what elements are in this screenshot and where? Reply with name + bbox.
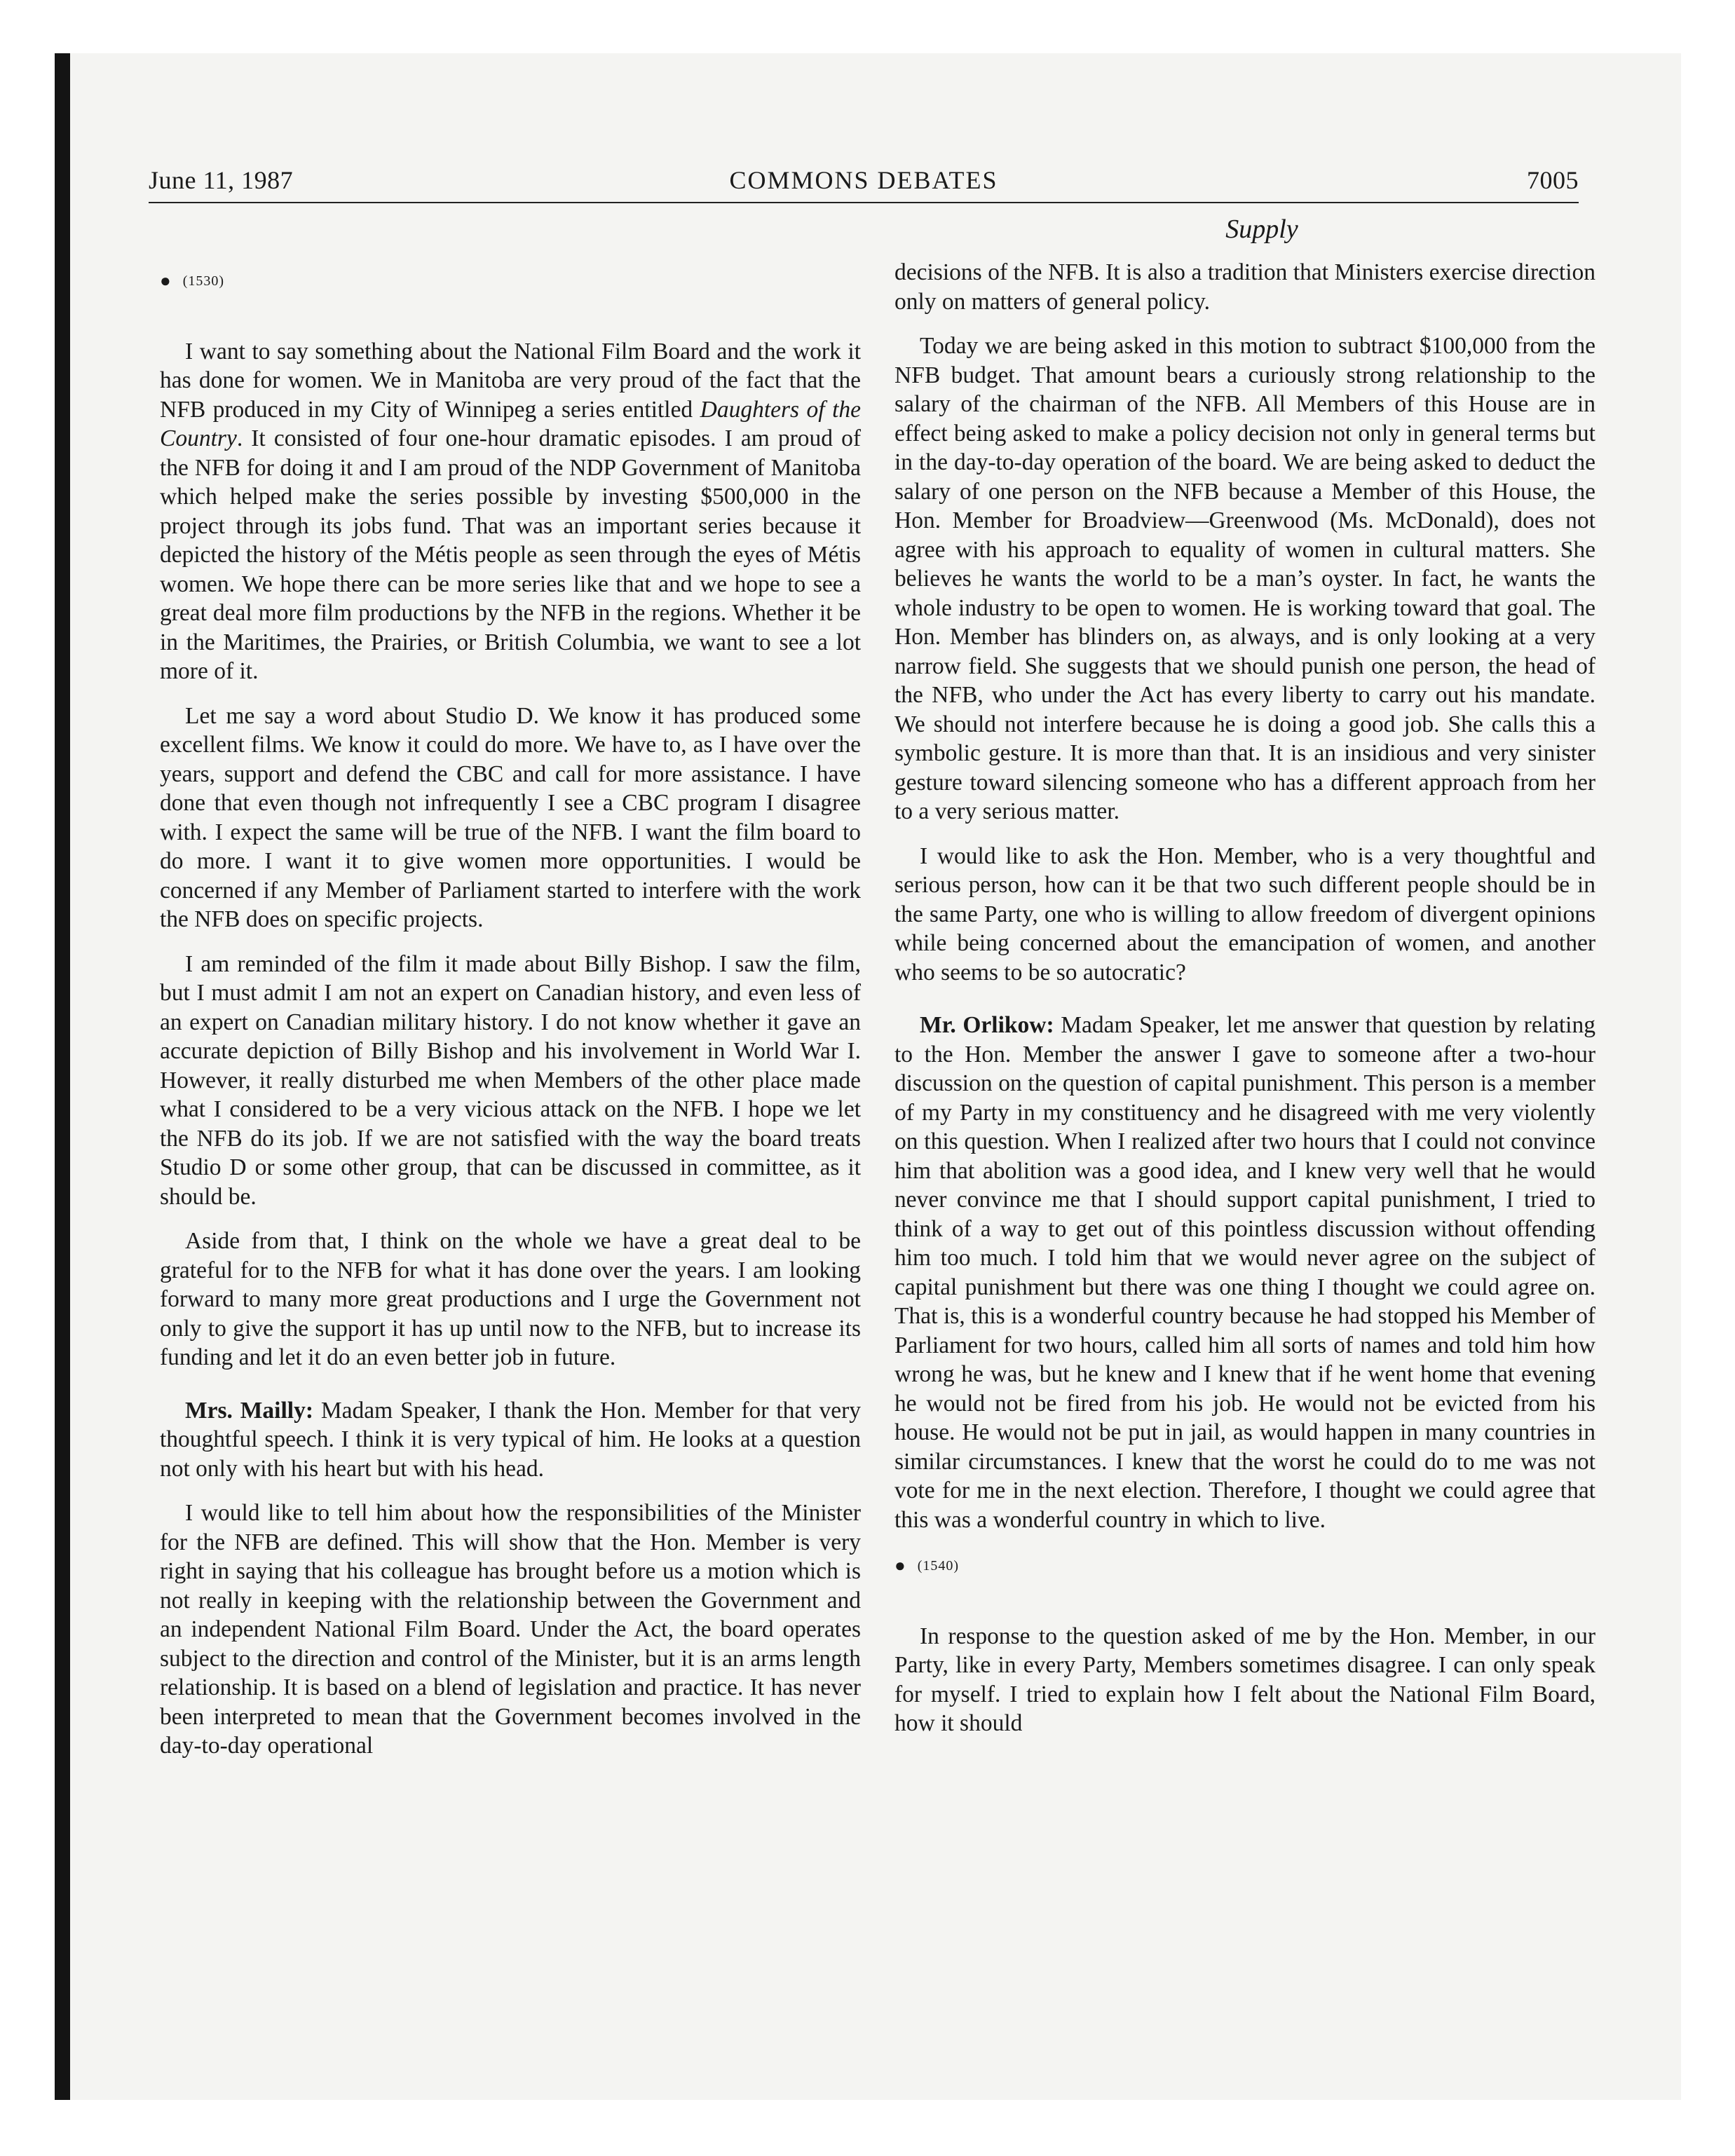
page-number: 7005	[1527, 166, 1579, 194]
bullet-icon: ●	[160, 271, 172, 291]
header-date: June 11, 1987	[149, 166, 294, 194]
speaker-name: Mr. Orlikow:	[920, 1012, 1054, 1038]
paragraph: Aside from that, I think on the whole we have a great deal to be grateful for to the NFB for what it has done over the years. I am looking forward to many more great productions and I urge the Government not only to give the support it has up until now to the NFB, but to increase its funding and let it do an even better job in future.	[160, 1228, 861, 1370]
time-marker: ● (1540)	[894, 1555, 960, 1576]
section-title: Supply	[1225, 214, 1298, 244]
right-column	[894, 258, 1595, 1754]
paragraph: I am reminded of the film it made about Billy Bishop. I saw the film, but I must admit I am not an expert on Canadian history, and even less of an expert on Canadian military history. I do not know whether it gave an accurate depiction of Billy Bishop and his involvement in World War I. However, it really disturbed me when Members of the other place made what I considered to be a very vicious attack on the NFB. I hope we let the NFB do its job. If we are not satisfied with the way the board treats Studio D or some other group, that can be discussed in committee, as it should be.	[160, 950, 861, 1210]
time-marker: ● (1530)	[160, 271, 225, 291]
left-column	[160, 259, 861, 1776]
paragraph: In response to the question asked of me by the Hon. Member, in our Party, like in every Party, Members sometimes disagree. I can only speak for myself. I tried to explain how I felt about the National Film Board, how it should	[894, 1623, 1595, 1736]
header-title: COMMONS DEBATES	[729, 166, 998, 194]
paragraph: I want to say something about the National Film Board and the work it has done for women. We in Manitoba are very proud of the fact that the NFB produced in my City of Winnipeg a series entitled Daughters of the Country. It consisted of four one-hour dramatic episodes. I am proud of the NFB for doing it and I am proud of the NDP Government of Manitoba which helped make the series possible by investing $500,000 in the project through its jobs fund. That was an important series because it depicted the history of the Métis people as seen through the eyes of Métis women. We hope there can be more series like that and we hope to see a great deal more film productions by the NFB in the regions. Whether it be in the Maritimes, the Prairies, or British Columbia, we want to see a lot more of it.	[160, 338, 861, 684]
paragraph: I would like to ask the Hon. Member, who is a very thoughtful and serious person, how can it be that two such different people should be in the same Party, one who is willing to allow freedom of divergent opinions while being concerned about the emancipation of women, and another who seems to be so autocratic?	[894, 842, 1595, 985]
paragraph: decisions of the NFB. It is also a tradition that Ministers exercise direction only on matters of general policy.	[894, 259, 1595, 315]
paragraph: I would like to tell him about how the responsibilities of the Minister for the NFB are defined. This will show that the Hon. Member is very right in saying that his colleague has brought before us a motion which is not really in keeping with the relationship between the Government and an independent National Film Board. Under the Act, the board operates subject to the direction and control of the Minister, but it is an arms length relationship. It is based on a blend of legislation and practice. It has never been interpreted to mean that the Government becomes involved in the day-to-day operational	[160, 1500, 861, 1759]
bullet-icon: ●	[894, 1555, 906, 1576]
speech-paragraph: Mr. Orlikow: Madam Speaker, let me answer that question by relating to the Hon. Member the answer I gave to someone after a two-hour discussion on the question of capital punishment. This person is a member of my Party in my constituency and he disagreed with me very violently on this question. When I realized after two hours that I could not convince him that abolition was a good idea, and I knew very well that he would never convince me that I should support capital punishment, I tried to think of a way to get out of this pointless discussion without offending him too much. I told him that we would never agree on the subject of capital punishment but there was one thing I thought we could agree on. That is, this is a wonderful country because he had stopped his Member of Parliament for two hours, called him all sorts of names and told him how wrong he was, but he knew and I knew that if he went home that evening he would not be fired from his job. He would not be evicted from his house. He would not be put in jail, as would happen in many countries in similar circumstances. I knew that the worst he could do to me was not vote for me in the next election. Therefore, I thought we could agree that this was a wonderful country in which to live.	[894, 1012, 1595, 1533]
paragraph: Today we are being asked in this motion to subtract $100,000 from the NFB budget. That amount bears a curiously strong relationship to the salary of the chairman of the NFB. All Members of this House are in effect being asked to make a policy decision not only in general terms but in the day-to-day operation of the board. We are being asked to deduct the salary of one person on the NFB because a Member of this House, the Hon. Member for Broadview—Greenwood (Ms. McDonald), does not agree with his approach to equality of women in cultural matters. She believes he wants the world to be a man’s oyster. In fact, he wants the whole industry to be open to women. He is working toward that goal. The Hon. Member has blinders on, as always, and is only looking at a very narrow field. She suggests that we should punish one person, the head of the NFB, who under the Act has every liberty to carry out his mandate. We should not interfere because he is doing a good job. She calls this a symbolic gesture. It is more than that. It is an insidious and very sinister gesture toward silencing someone who has a different approach from her to a very serious matter.	[894, 333, 1595, 824]
speech-paragraph: Mrs. Mailly: Madam Speaker, I thank the Hon. Member for that very thoughtful speech. I think it is very typical of him. He looks at a question not only with his heart but with his head.	[160, 1397, 861, 1482]
speaker-name: Mrs. Mailly:	[185, 1397, 313, 1424]
scan-binding-edge	[55, 53, 70, 2100]
paragraph: Let me say a word about Studio D. We know it has produced some excellent films. We know it could do more. We have to, as I have over the years, support and defend the CBC and call for more assistance. I have done that even though not infrequently I see a CBC program I disagree with. I expect the same will be true of the NFB. I want the film board to do more. I want it to give women more opportunities. I would be concerned if any Member of Parliament started to interfere with the work the NFB does on specific projects.	[160, 702, 861, 932]
film-title: Daughters of the Country	[160, 396, 861, 451]
page-header	[149, 163, 1579, 203]
